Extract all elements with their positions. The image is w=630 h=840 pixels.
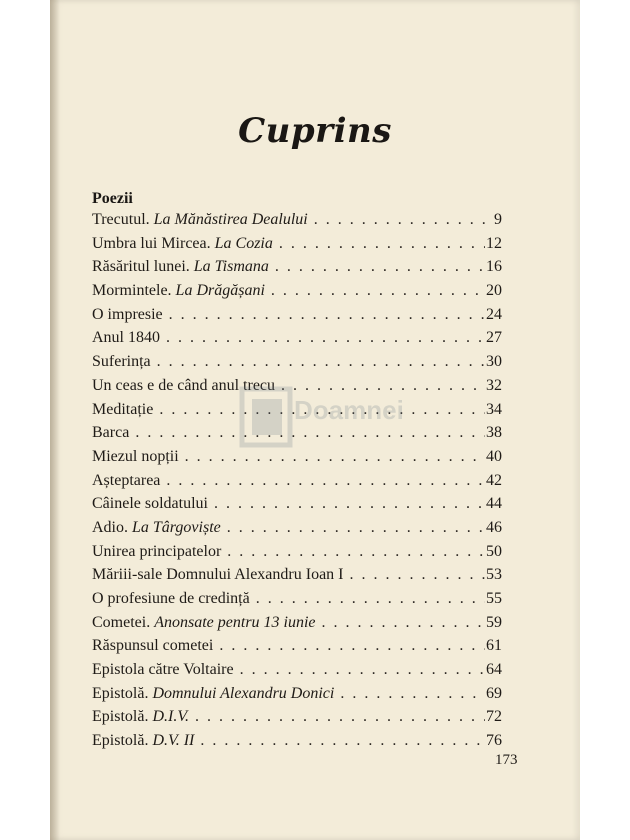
toc-dot-leader	[275, 258, 485, 276]
toc-dot-leader	[240, 661, 485, 679]
toc-entry-page: 46	[486, 518, 502, 536]
page-number: 173	[495, 752, 518, 768]
toc-entry-title: Anul 1840	[92, 329, 160, 347]
table-of-contents	[92, 211, 502, 756]
toc-dot-leader	[227, 543, 485, 561]
toc-entry-title: O impresie	[92, 305, 163, 323]
toc-entry-page: 38	[486, 424, 502, 442]
toc-entry-page: 20	[486, 282, 502, 300]
toc-entry-title: Epistolă.	[92, 708, 149, 726]
toc-dot-leader	[256, 590, 485, 608]
toc-dot-leader	[214, 495, 485, 513]
toc-entry-page: 50	[486, 542, 502, 560]
toc-dot-leader	[322, 614, 485, 632]
toc-entry-page: 30	[486, 353, 502, 371]
toc-dot-leader	[169, 306, 485, 324]
toc-entry	[92, 732, 502, 756]
toc-entry	[92, 235, 502, 259]
toc-entry-page: 59	[486, 613, 502, 631]
toc-entry-page: 9	[494, 211, 502, 228]
toc-entry-title: Miezul nopții	[92, 447, 179, 465]
toc-entry-title: Cometei.	[92, 613, 151, 631]
toc-entry-page: 40	[486, 447, 502, 465]
toc-dot-leader	[157, 353, 485, 371]
toc-entry-page: 53	[486, 566, 502, 584]
toc-dot-leader	[350, 566, 486, 584]
toc-entry	[92, 614, 502, 638]
book-page	[50, 0, 580, 840]
toc-entry-title: Epistolă.	[92, 732, 149, 750]
toc-entry	[92, 661, 502, 685]
toc-entry-page: 72	[486, 708, 502, 726]
toc-entry-page: 24	[486, 305, 502, 323]
toc-entry-subtitle: La Tismana	[193, 258, 269, 276]
toc-entry-title: Unirea principatelor	[92, 542, 222, 560]
toc-dot-leader	[227, 519, 485, 537]
toc-entry	[92, 211, 502, 235]
watermark-logo	[238, 385, 448, 455]
toc-entry	[92, 637, 502, 661]
toc-dot-leader	[271, 282, 485, 300]
toc-entry-page: 55	[486, 590, 502, 607]
toc-entry-subtitle: Domnului Alexandru Donici	[152, 684, 335, 702]
toc-entry-subtitle: Anonsate pentru 13 iunie	[154, 613, 316, 631]
toc-entry-title: Epistola către Voltaire	[92, 661, 234, 679]
toc-entry-title: Suferința	[92, 353, 151, 371]
page-title: Cuprins	[238, 110, 392, 151]
toc-entry	[92, 519, 502, 543]
toc-entry-page: 32	[486, 376, 502, 394]
toc-entry-subtitle: La Târgoviște	[132, 518, 221, 536]
toc-entry-page: 69	[486, 684, 502, 702]
toc-dot-leader	[166, 329, 485, 347]
toc-entry-subtitle: La Cozia	[214, 234, 273, 252]
toc-entry-title: Adio.	[92, 518, 128, 536]
toc-entry	[92, 495, 502, 519]
toc-entry	[92, 566, 502, 590]
toc-entry-title: Umbra lui Mircea.	[92, 234, 211, 252]
toc-entry-page: 16	[486, 258, 502, 276]
toc-entry-title: Meditație	[92, 400, 154, 418]
toc-entry	[92, 708, 502, 732]
toc-entry-title: Așteptarea	[92, 471, 161, 489]
toc-dot-leader	[200, 732, 485, 750]
toc-entry-subtitle: La Mănăstirea Dealului	[153, 211, 308, 228]
toc-entry-page: 34	[486, 400, 502, 418]
toc-entry-page: 27	[486, 329, 502, 347]
toc-dot-leader	[279, 235, 485, 253]
toc-entry-page: 42	[486, 471, 502, 489]
toc-entry-title: Măriii-sale Domnului Alexandru Ioan I	[92, 566, 344, 584]
toc-entry-page: 61	[486, 637, 502, 655]
toc-entry-page: 12	[486, 234, 502, 252]
toc-entry-title: Răsăritul lunei.	[92, 258, 190, 276]
toc-dot-leader	[314, 211, 485, 229]
toc-entry-page: 64	[486, 661, 502, 679]
toc-entry-title: Câinele soldatului	[92, 495, 208, 513]
toc-dot-leader	[166, 472, 485, 490]
toc-dot-leader	[195, 708, 485, 726]
toc-entry-title: Trecutul.	[92, 211, 150, 228]
toc-entry-title: Un ceas e de când anul trecu	[92, 376, 276, 394]
toc-entry	[92, 685, 502, 709]
toc-entry-title: Barca	[92, 424, 130, 442]
toc-entry	[92, 306, 502, 330]
toc-entry-subtitle: D.I.V.	[152, 708, 190, 726]
toc-entry	[92, 590, 502, 614]
toc-entry	[92, 353, 502, 377]
toc-entry-title: O profesiune de credință	[92, 590, 250, 607]
watermark-text: Doamnei	[294, 395, 404, 425]
toc-entry-page: 76	[486, 732, 502, 750]
toc-entry	[92, 543, 502, 567]
toc-entry	[92, 329, 502, 353]
toc-entry-title: Epistolă.	[92, 684, 149, 702]
toc-entry-subtitle: La Drăgășani	[175, 282, 265, 300]
toc-entry-title: Mormintele.	[92, 282, 172, 300]
toc-entry	[92, 282, 502, 306]
toc-dot-leader	[219, 637, 485, 655]
section-heading: Poezii	[92, 190, 133, 207]
toc-entry-page: 44	[486, 495, 502, 513]
watermark-book-icon	[238, 385, 298, 449]
toc-entry	[92, 258, 502, 282]
toc-dot-leader	[340, 685, 485, 703]
toc-entry	[92, 472, 502, 496]
toc-entry-title: Răspunsul cometei	[92, 637, 214, 655]
toc-entry-subtitle: D.V. II	[152, 732, 195, 750]
